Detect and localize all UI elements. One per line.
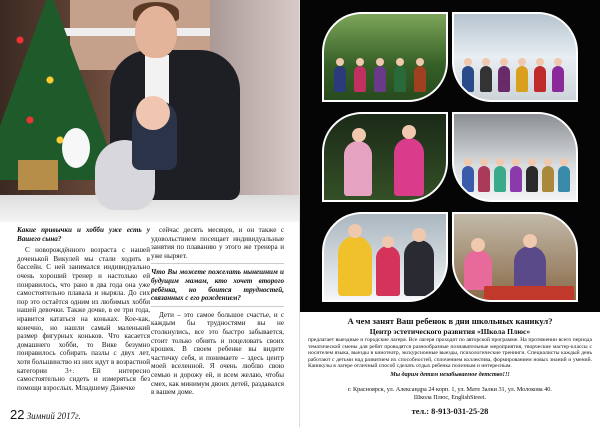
child-figure [552, 66, 564, 92]
child-head [544, 158, 552, 166]
child-head [336, 58, 344, 66]
child-figure [558, 166, 570, 192]
interview-text [0, 226, 300, 406]
child-figure [498, 66, 510, 92]
child-figure [510, 166, 522, 192]
child-head [560, 158, 568, 166]
child-head [480, 158, 488, 166]
address: г. Красноярск, ул. Александра 24 корп. 1, ул. Мате Залки 31, ул. Молокова 40. [348, 385, 552, 393]
question-1: Какие привычки и хобби уже есть у Вашего сына? [17, 226, 150, 243]
gallery-photo-5 [322, 212, 448, 302]
answer-1: С новорождённого возраста с нашей доченькой Викулей мы стали ходить в бассейн. С ней занимался индивидуально очень хороший тренер и настолько ей понравилось, что рано в два года она уже самостоятельно плавала и ныряла. До сих пор это остаётся одним из любимых хобби нашей девочки. Также дочке, в ее три года, нравится кататься на коньках. Кое-как, конечно, но нашли самый маленький размер фигурных коньков. Что касается домашнего хобби, то Вике безумно понравилось собирать пазлы с двух лет, хотя большинство из них идут в возрастной категории 3+. Ей интересно самостоятельно сидеть и измеряться без помощи взрослых. Младшему Данечке [17, 246, 150, 392]
child-head [496, 158, 504, 166]
child-figure [394, 66, 406, 92]
father-head [135, 6, 177, 58]
gallery-photo-4 [452, 112, 578, 202]
right-page [300, 0, 600, 427]
camp-advert [300, 314, 600, 416]
gallery-photo-6 [452, 212, 578, 302]
center-name: Центр эстетического развития «Школа Плюс» [369, 327, 531, 336]
child-figure [516, 66, 528, 92]
child-head [528, 158, 536, 166]
girl-figure [404, 240, 434, 296]
child-head [536, 58, 544, 66]
child-figure [354, 66, 366, 92]
girl-head [402, 125, 416, 139]
girl-figure [376, 246, 400, 296]
text-column-2 [151, 226, 284, 400]
child-head [518, 58, 526, 66]
child-figure [462, 166, 474, 192]
girl-head [348, 224, 362, 238]
girl-head [382, 236, 394, 248]
girl-figure [464, 250, 492, 290]
separator [151, 263, 284, 264]
page-number: 22 [10, 407, 25, 422]
advert-title: А чем занят Ваш ребенок в дни школьных каникул? [347, 316, 553, 326]
girl-head [352, 128, 366, 142]
answer-2: Дети – это самое большое счастье, и с каждым бы трудностями вы не столкнулись, все это быстро забывается, стоит только обнять и поцеловать своих крошек. В своем ребенке вы видите частичку себя, и понимаете – здесь центр моей вселенной. Я очень люблю свою семью и дорожу ей, и всем желаю, чтобы смех, как минимум двоих детей, раздавался в вашем доме. [151, 310, 284, 397]
text-column-1 [17, 226, 150, 395]
snowman-toy [62, 128, 90, 168]
baby-head [136, 96, 170, 130]
child-head [464, 58, 472, 66]
answer-1-continued: сейчас десять месяцев, и он также с удовольствием посещает индивидуальные занятия по плаванию у этого же тренера и уже ныряет. [151, 226, 284, 260]
phone-number: тел.: 8-913-031-25-28 [411, 406, 489, 416]
gallery-background [300, 0, 600, 312]
girl-head [471, 238, 485, 252]
contacts: Школа Плюс, EnglishStreet. [413, 393, 487, 401]
girl-head [412, 228, 426, 242]
child-head [376, 58, 384, 66]
child-figure [462, 66, 474, 92]
child-head [512, 158, 520, 166]
child-figure [374, 66, 386, 92]
photo-gallery [322, 12, 578, 304]
child-figure [480, 66, 492, 92]
gallery-photo-3 [322, 112, 448, 202]
child-head [554, 58, 562, 66]
question-2: Что Вы можете пожелать нынешним и будущим мамам, кто хочет второго ребёнка, но боится трудностей, связанных с его рождением? [151, 268, 284, 303]
advert-body: предлагает выездные и городские лагеря. Все лагеря проходят по авторской программе. На протяжении всего периода тематической смены для ребят проводятся разнообразные познавательные мероприятия, творческие мастер-классы с носителем языка, выезды в кинотеатр, экскурсионные выезды, психологические тренинги. Специалисты каждый день работают с детьми над развитием их способностей, сплочением коллектива, формированием новых знаний и умений. Каникулы в лагере отличный способ сделать отдых ребенка полезным и интересным. [308, 337, 592, 370]
child-figure [414, 66, 426, 92]
teacher-figure [514, 246, 546, 290]
child-head [356, 58, 364, 66]
table [484, 286, 574, 300]
child-figure [534, 66, 546, 92]
teacher-head [523, 234, 537, 248]
child-figure [478, 166, 490, 192]
child-head [396, 58, 404, 66]
child-head [464, 158, 472, 166]
gallery-photo-2 [452, 12, 578, 102]
child-figure [494, 166, 506, 192]
issue-label: Зимний 2017г. [26, 411, 81, 421]
separator [151, 306, 284, 307]
family-photo [0, 0, 300, 222]
girl-figure [344, 141, 372, 196]
child-head [500, 58, 508, 66]
gallery-photo-1 [322, 12, 448, 102]
child-figure [334, 66, 346, 92]
gift-box [18, 160, 58, 190]
child-figure [542, 166, 554, 192]
girl-figure [394, 138, 424, 196]
child-figure [526, 166, 538, 192]
child-head [416, 58, 424, 66]
child-head [482, 58, 490, 66]
advert-slogan: Мы дарим детям незабываемое детство!!! [390, 370, 510, 378]
girl-figure [338, 236, 372, 296]
page-footer [10, 407, 81, 422]
